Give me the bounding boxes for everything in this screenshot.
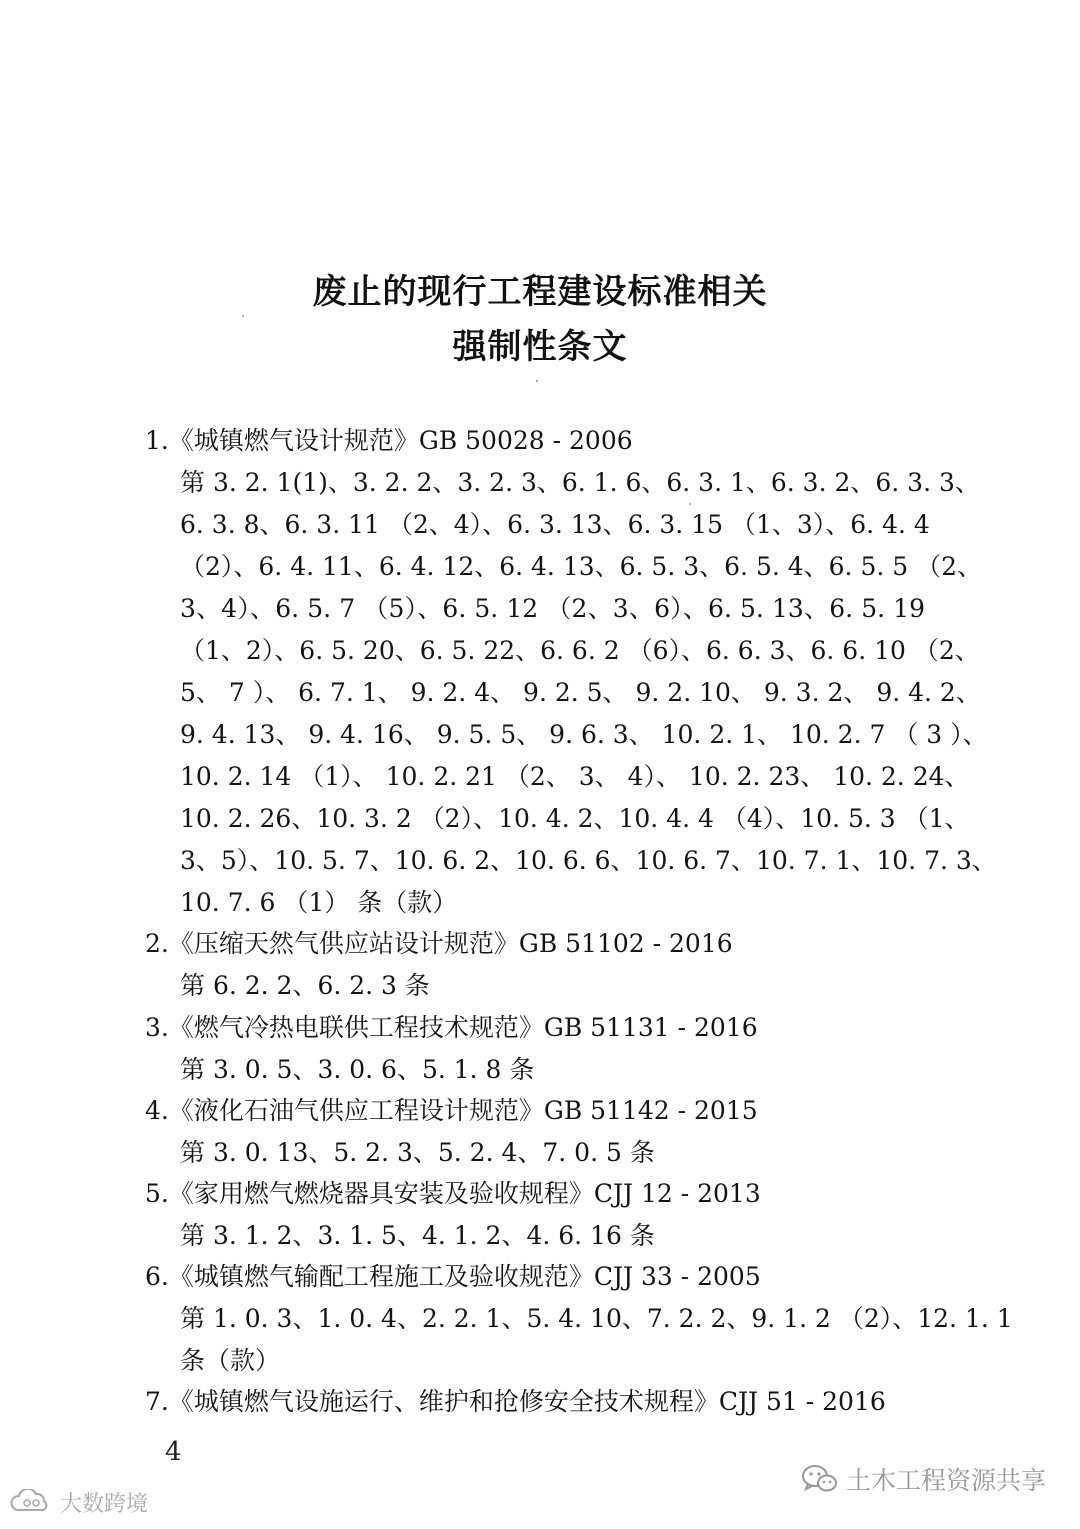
speck <box>689 503 691 505</box>
watermark-left-text: 大数跨境 <box>60 1491 149 1517</box>
speck <box>536 380 538 382</box>
entry-heading: 1.《城镇燃气设计规范》GB 50028 - 2006 <box>145 426 633 455</box>
watermark-right <box>800 1460 1046 1498</box>
entry-clauses-line: 条（款） <box>180 1346 281 1375</box>
entry-clauses-line: 第 3. 0. 13、5. 2. 3、5. 2. 4、7. 0. 5 条 <box>180 1138 655 1167</box>
entry-clauses-line: 10. 2. 26、10. 3. 2 （2）、10. 4. 2、10. 4. 4 （4）、10. 5. 3 （1、 <box>180 804 970 833</box>
document-title-line1: 废止的现行工程建设标准相关 <box>312 272 768 312</box>
entry-heading: 3.《燃气冷热电联供工程技术规范》GB 51131 - 2016 <box>145 1013 758 1042</box>
entry-clauses-line: 10. 7. 6 （1） 条（款） <box>180 888 458 917</box>
wechat-icon <box>800 1463 838 1495</box>
entry-clauses-line: 第 6. 2. 2、6. 2. 3 条 <box>180 971 430 1000</box>
entry-clauses-line: 第 3. 2. 1(1)、3. 2. 2、3. 2. 3、6. 1. 6、6. 3. 1、6. 3. 2、6. 3. 3、 <box>180 468 980 497</box>
entry-heading: 7.《城镇燃气设施运行、维护和抢修安全技术规程》CJJ 51 - 2016 <box>145 1387 886 1416</box>
entry-clauses-line: 第 3. 0. 5、3. 0. 6、5. 1. 8 条 <box>180 1055 535 1084</box>
entry-clauses-line: 3、5）、10. 5. 7、10. 6. 2、10. 6. 6、10. 6. 7、10. 7. 1、10. 7. 3、 <box>180 846 997 875</box>
entry-heading: 5.《家用燃气燃烧器具安装及验收规程》CJJ 12 - 2013 <box>145 1179 761 1208</box>
entry-clauses-line: 第 1. 0. 3、1. 0. 4、2. 2. 1、5. 4. 10、7. 2. 2、9. 1. 2 （2）、12. 1. 1 <box>180 1304 1013 1333</box>
entry-heading: 2.《压缩天然气供应站设计规范》GB 51102 - 2016 <box>145 929 733 958</box>
entry-clauses-line: （1、2）、6. 5. 20、6. 5. 22、6. 6. 2 （6）、6. 6. 3、6. 6. 10 （2、 <box>180 636 980 665</box>
entry-clauses-line: 6. 3. 8、6. 3. 11 （2、4）、6. 3. 13、6. 3. 15 （1、3）、6. 4. 4 <box>180 510 930 539</box>
page-number: 4 <box>165 1437 182 1467</box>
entry-clauses-line: 9. 4. 13、 9. 4. 16、 9. 5. 5、 9. 6. 3、 10. 2. 1、 10. 2. 7 （ 3 ）、 <box>180 720 988 749</box>
document-title-line2: 强制性条文 <box>452 327 628 367</box>
entry-heading: 4.《液化石油气供应工程设计规范》GB 51142 - 2015 <box>145 1096 758 1125</box>
cloud-logo-icon <box>8 1489 54 1515</box>
entry-clauses-line: 10. 2. 14 （1）、 10. 2. 21 （2、 3、 4）、 10. 2. 23、 10. 2. 24、 <box>180 762 970 791</box>
entry-clauses-line: 5、 7 ）、 6. 7. 1、 9. 2. 4、 9. 2. 5、 9. 2. 10、 9. 3. 2、 9. 4. 2、 <box>180 678 981 707</box>
entry-clauses-line: （2）、6. 4. 11、6. 4. 12、6. 4. 13、6. 5. 3、6. 5. 4、6. 5. 5 （2、 <box>180 552 983 581</box>
watermark-right-text: 土木工程资源共享 <box>845 1466 1046 1495</box>
entry-clauses-line: 3、4）、6. 5. 7 （5）、6. 5. 12 （2、3、6）、6. 5. 13、6. 5. 19 <box>180 594 925 623</box>
entry-clauses-line: 第 3. 1. 2、3. 1. 5、4. 1. 2、4. 6. 16 条 <box>180 1221 655 1250</box>
entry-heading: 6.《城镇燃气输配工程施工及验收规范》CJJ 33 - 2005 <box>145 1262 761 1291</box>
speck <box>242 315 244 317</box>
watermark-left <box>8 1487 148 1517</box>
